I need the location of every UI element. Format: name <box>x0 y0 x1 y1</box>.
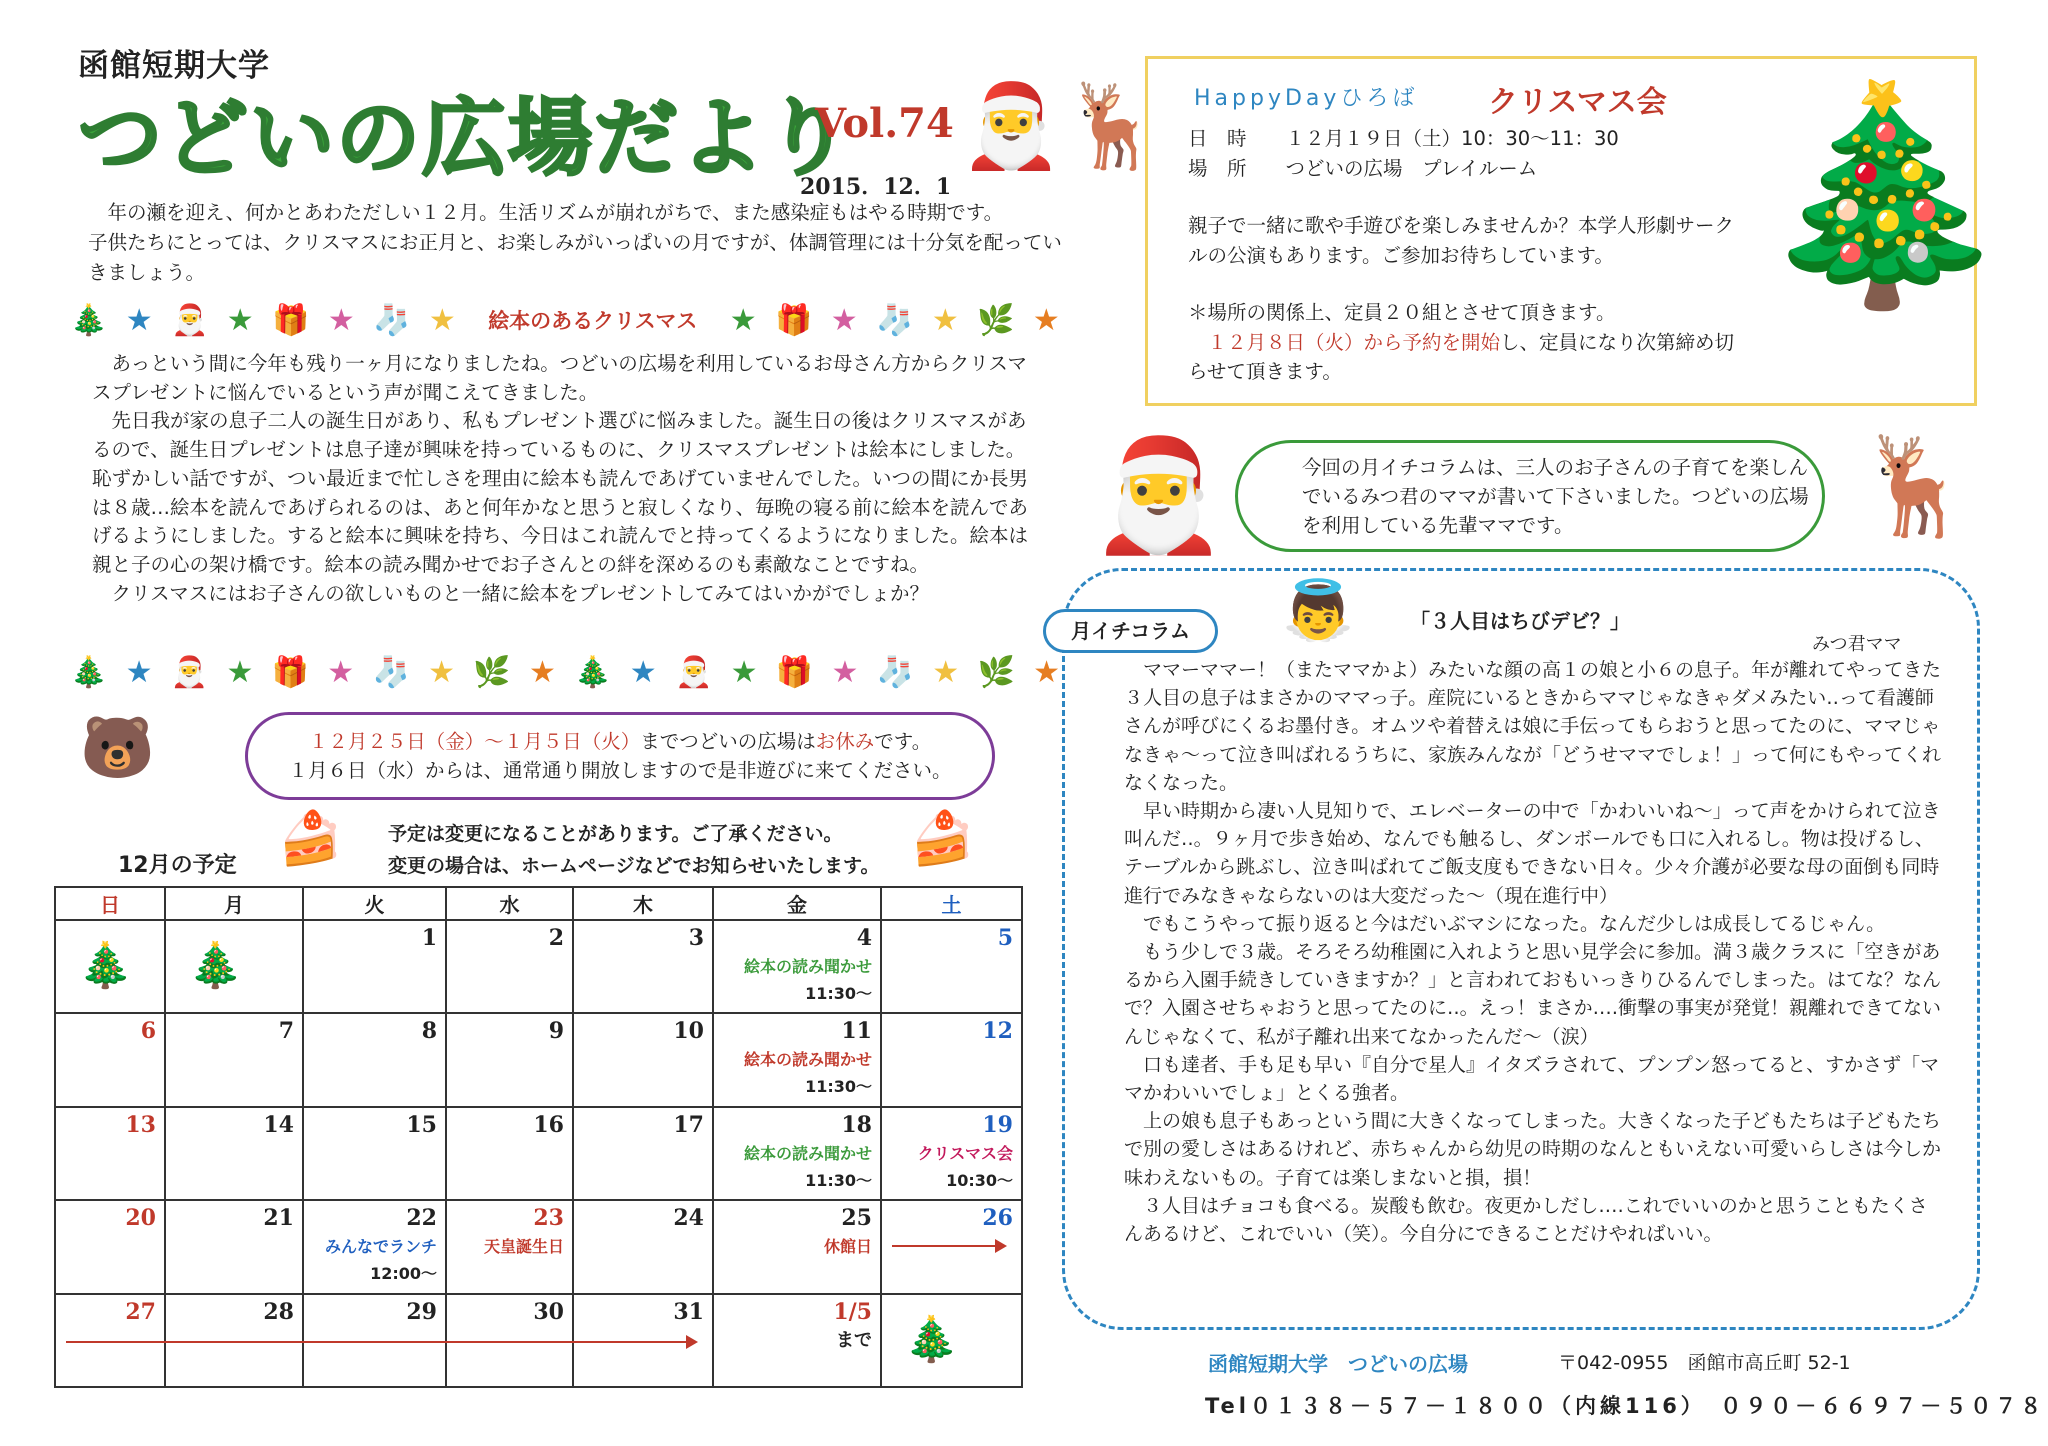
day-number: 22 <box>406 1205 437 1232</box>
footer-address: 〒042-0955 函館市高丘町 52-1 <box>1558 1352 1851 1374</box>
star-icon: ★ <box>729 302 757 338</box>
day-number: 16 <box>533 1111 564 1138</box>
calendar-day-cell <box>165 1107 303 1200</box>
calendar-day-cell <box>303 1200 446 1293</box>
holiday-closed: お休み <box>815 730 875 753</box>
column-title: 「３人目はちびデビ？」 <box>1410 609 1630 633</box>
christmas-tree-icon: 🎄 <box>904 1313 959 1365</box>
day-number: 8 <box>421 1018 437 1045</box>
intro-paragraph: 子供たちにとっては、クリスマスにお正月と、お楽しみがいっぱいの月ですが、体調管理には十分気を配っていきましょう。 <box>88 231 1062 284</box>
newsletter-title: つどいの広場だより <box>78 89 853 187</box>
stocking-icon: 🧦 <box>373 302 411 338</box>
calendar-day-cell <box>165 1013 303 1106</box>
event-time: 11:30～ <box>805 1077 872 1097</box>
calendar-day-cell <box>573 1107 713 1200</box>
weekday-header: 土 <box>881 887 1022 920</box>
day-number: 17 <box>673 1111 704 1138</box>
event-time: 11:30～ <box>805 984 872 1003</box>
christmas-tree-icon: 🎄 <box>1752 72 2014 317</box>
day-number: 9 <box>548 1018 564 1045</box>
calendar-day-cell <box>55 1294 165 1387</box>
column-intro-bubble: 今回の月イチコラムは、三人のお子さんの子育てを楽しんでいるみつ君のママが書いて下さいました。つどいの広場を利用している先輩ママです。 <box>1235 440 1825 552</box>
calendar-day-cell <box>573 1013 713 1106</box>
event-time: 10:30～ <box>946 1170 1013 1190</box>
santa-icon: 🎅 <box>171 302 209 338</box>
day-number: 5 <box>997 925 1013 951</box>
calendar-day-cell <box>881 920 1022 1013</box>
christmas-tree-icon: 🎄 <box>188 940 243 991</box>
holiday-line-2: １月６日（水）からは、通常通り開放しますので是非遊びに来てください。 <box>288 759 952 782</box>
star-icon: ★ <box>327 302 355 338</box>
volume-number: Vol.74 <box>815 100 954 147</box>
star-icon: ★ <box>428 302 456 338</box>
calendar-day-cell <box>446 920 573 1013</box>
star-icon: ★ <box>629 654 657 690</box>
calendar-day-cell <box>573 1294 713 1387</box>
essay-title: 絵本のあるクリスマス <box>488 309 698 333</box>
gift-icon: 🎁 <box>775 654 814 690</box>
day-number: 14 <box>263 1111 294 1138</box>
essay-paragraph: クリスマスにはお子さんの欲しいものと一緒に絵本をプレゼントしてみてはいかがでしょか？ <box>111 581 929 605</box>
christmas-tree-icon: 🎄 <box>78 940 133 991</box>
event-title: クリスマス会 <box>1488 85 1667 120</box>
event-label: 天皇誕生日 <box>483 1237 564 1257</box>
calendar-day-cell <box>446 1200 573 1293</box>
day-number: 12 <box>982 1018 1013 1045</box>
column-paragraph: でもこうやって振り返ると今はだいぶマシになった。なんだ少しは成長してるじゃん。 <box>1143 912 1886 935</box>
holly-icon: 🌿 <box>977 654 1015 690</box>
day-number: 1 <box>421 925 437 951</box>
calendar-day-cell <box>55 920 165 1013</box>
calendar-day-cell <box>713 1294 881 1387</box>
calendar-day-cell <box>303 1294 446 1387</box>
calendar-day-cell <box>713 1013 881 1106</box>
day-number: 29 <box>406 1298 437 1325</box>
star-icon: ★ <box>327 654 355 690</box>
day-number: 25 <box>841 1205 872 1232</box>
cake-icon: 🍰 <box>278 809 343 869</box>
event-time: 12:00～ <box>370 1264 437 1284</box>
event-date-label: 日 時 <box>1188 127 1247 150</box>
day-number: 11 <box>841 1018 872 1045</box>
day-number: 15 <box>406 1111 437 1138</box>
day-number: 3 <box>688 925 704 951</box>
day-event <box>744 1140 872 1194</box>
holiday-line-1 <box>248 727 992 756</box>
star-icon: ★ <box>226 654 254 690</box>
star-icon: ★ <box>226 302 254 338</box>
event-details <box>1188 124 1748 387</box>
decoration-row <box>70 648 1060 696</box>
day-number: 1/5 <box>833 1298 872 1325</box>
day-number: 7 <box>278 1018 294 1045</box>
day-number: 28 <box>263 1298 294 1325</box>
day-number: 19 <box>982 1111 1013 1138</box>
gift-icon: 🎁 <box>271 654 310 690</box>
event-reservation-rest: し、定員になり次第締め切らせて頂きます。 <box>1188 330 1735 383</box>
christmas-tree-icon: 🎄 <box>574 654 612 690</box>
christmas-tree-icon: 🎄 <box>70 302 108 338</box>
column-tag: 月イチコラム <box>1043 609 1218 653</box>
event-label: 絵本の読み聞かせ <box>743 1143 872 1163</box>
day-event <box>824 1233 872 1260</box>
calendar-day-cell <box>55 1013 165 1106</box>
weekday-header: 水 <box>446 887 573 920</box>
event-label: 休館日 <box>823 1237 872 1257</box>
essay-paragraph: あっという間に今年も残り一ヶ月になりましたね。つどいの広場を利用しているお母さん方からクリスマスプレゼントに悩んでいるという声が聞こえてきました。 <box>92 352 1028 404</box>
day-event <box>836 1327 872 1354</box>
cupid-icon: 👼 <box>1282 576 1355 644</box>
essay-paragraph: 先日我が家の息子二人の誕生日があり、私もプレゼント選びに悩みました。誕生日の後はクリスマスがあるので、誕生日プレゼントは息子達が興味を持っているものに、クリスマスプレゼントは絵本にしました。恥ずかしい話ですが、つい最近まで忙しさを理由に絵本も読んであげていませんでした。いつの間にか長男は８歳…絵本を読んであげられるのは、あと何年かなと思うと寂しくなり、毎晩の寝る前に絵本を読んであげるようにしました。すると絵本に興味を持ち、今日はこれ読んでと持ってくるようになりました。絵本は親と子の心の架け橋です。絵本の読み聞かせでお子さんとの絆を深めるのも素敵なことですね。 <box>92 409 1029 576</box>
day-number: 24 <box>673 1205 704 1232</box>
star-icon: ★ <box>125 654 153 690</box>
event-label: みんなでランチ <box>324 1237 437 1257</box>
weekday-header: 月 <box>165 887 303 920</box>
calendar-day-cell <box>881 1013 1022 1106</box>
stocking-icon: 🧦 <box>876 302 914 338</box>
event-label: クリスマス会 <box>917 1143 1013 1163</box>
event-label: 絵本の読み聞かせ <box>743 957 872 976</box>
cake-icon: 🍰 <box>910 809 975 869</box>
calendar-day-cell <box>55 1107 165 1200</box>
column-paragraph: ３人目はチョコも食べる。炭酸も飲む。夜更かしだし‥‥これでいいのかと思うこともたくさんあるけど、これでいい（笑）。今自分にできることだけやればいい。 <box>1124 1194 1928 1246</box>
calendar-day-cell <box>446 1013 573 1106</box>
gift-icon: 🎁 <box>775 302 813 338</box>
event-reservation <box>1188 328 1748 387</box>
calendar-day-cell <box>446 1294 573 1387</box>
schedule-notice-line: 予定は変更になることがあります。ご了承ください。 <box>388 823 843 845</box>
star-icon: ★ <box>428 654 456 690</box>
day-event <box>484 1233 564 1260</box>
schedule-notice-line: 変更の場合は、ホームページなどでお知らせいたします。 <box>388 855 880 877</box>
closure-period-arrow <box>892 1245 1005 1247</box>
calendar-day-cell <box>881 1107 1022 1200</box>
christmas-tree-icon: 🎄 <box>70 654 108 690</box>
intro-paragraph: 年の瀬を迎え、何かとあわただしい１２月。生活リズムが崩れがちで、また感染症もはやる時期です。 <box>107 201 1004 224</box>
issue-date: 2015．12．1 <box>800 174 952 200</box>
star-icon: ★ <box>125 302 153 338</box>
holiday-mid: までつどいの広場は <box>640 730 816 753</box>
weekday-header: 金 <box>713 887 881 920</box>
essay-body <box>92 350 1037 608</box>
reindeer-santa-icon: 🦌 <box>1856 430 1976 542</box>
calendar-day-cell <box>165 1200 303 1293</box>
calendar-table <box>54 886 1023 1388</box>
star-icon: ★ <box>528 654 556 690</box>
santa-sleigh-icon: 🎅🦌 <box>960 79 1165 174</box>
decoration-row <box>70 296 1060 344</box>
event-label: まで <box>836 1329 872 1351</box>
event-place-row <box>1188 154 1748 184</box>
calendar-day-cell <box>713 1107 881 1200</box>
column-paragraph: もう少しで３歳。そろそろ幼稚園に入れようと思い見学会に参加。満３歳クラスに「空きがあるから入園手続きしていきますか？」と言われておもいっきりひるんでしまった。はてな？なんで？入園させちゃおうと思ってたのに‥。えっ！まさか‥‥衝撃の事実が発覚！親離れできてないんじゃなくて、私が子離れ出来てなかったんだ～（涙） <box>1124 941 1942 1048</box>
calendar-week-row <box>55 1200 1022 1293</box>
column-paragraph: 上の娘も息子もあっという間に大きくなってしまった。大きくなった子どもたちは子どもたちで別の愛しさはあるけれど、赤ちゃんから幼児の時期のなんともいえない可愛いらしさは今しか味わえないもの。子育ては楽しまないと損，損！ <box>1124 1110 1942 1189</box>
calendar-day-cell <box>573 920 713 1013</box>
day-number: 20 <box>125 1205 156 1232</box>
stocking-icon: 🧦 <box>372 654 410 690</box>
column-body <box>1124 656 1944 1248</box>
footer-organization: 函館短期大学 つどいの広場 <box>1208 1352 1468 1376</box>
event-description: 親子で一緒に歌や手遊びを楽しみませんか？本学人形劇サークルの公演もあります。ご参加お待ちしています。 <box>1188 214 1735 267</box>
intro-text <box>88 198 1073 288</box>
day-number: 30 <box>533 1298 564 1325</box>
postman-bear-icon: 🐻 <box>80 713 155 783</box>
santa-icon: 🎅 <box>674 654 713 690</box>
event-reservation-start: １２月８日（火）から予約を開始 <box>1207 330 1501 354</box>
column-author: みつ君ママ <box>1812 634 1902 655</box>
day-number: 18 <box>841 1111 872 1138</box>
event-date-value: １２月１９日（土）10：30～11：30 <box>1285 127 1619 150</box>
event-place-value: つどいの広場 プレイルーム <box>1285 156 1538 180</box>
day-event <box>918 1140 1013 1194</box>
event-label: 絵本の読み聞かせ <box>743 1050 872 1070</box>
day-number: 26 <box>982 1205 1013 1232</box>
stocking-icon: 🧦 <box>876 654 914 690</box>
event-capacity-note: ＊場所の関係上、定員２０組とさせて頂きます。 <box>1188 301 1616 324</box>
star-icon: ★ <box>932 654 960 690</box>
schedule-title: 12月の予定 <box>118 853 237 878</box>
event-place-label: 場 所 <box>1188 156 1247 180</box>
calendar-day-cell <box>713 920 881 1013</box>
day-event <box>744 1046 872 1100</box>
event-date-row <box>1188 124 1748 154</box>
day-number: 27 <box>125 1298 156 1325</box>
star-icon: ★ <box>1032 302 1060 338</box>
day-number: 13 <box>125 1111 156 1138</box>
footer-telephone: Tel０１３８－５７－１８００（内線116） ０９０－６６９７－５０７８ <box>1205 1394 2046 1418</box>
calendar-day-cell <box>55 1200 165 1293</box>
day-number: 10 <box>673 1018 704 1045</box>
calendar-day-cell <box>881 1294 1022 1387</box>
calendar-day-cell <box>303 1013 446 1106</box>
star-icon: ★ <box>730 654 758 690</box>
day-number: 2 <box>548 925 564 951</box>
calendar-day-cell <box>713 1200 881 1293</box>
calendar-day-cell <box>165 1294 303 1387</box>
schedule-notice <box>388 818 880 882</box>
day-number: 4 <box>856 925 872 951</box>
calendar-day-cell <box>881 1200 1022 1293</box>
holiday-dates: １２月２５日（金）～１月５日（火） <box>308 730 641 753</box>
calendar-week-row <box>55 1294 1022 1387</box>
school-name: 函館短期大学 <box>78 48 270 84</box>
calendar-day-cell <box>165 920 303 1013</box>
weekday-header: 木 <box>573 887 713 920</box>
gift-icon: 🎁 <box>272 302 310 338</box>
holly-icon: 🌿 <box>977 302 1015 338</box>
column-paragraph: 口も達者、手も足も早い『自分で星人』イタズラされて、プンプン怒ってると、すかさず「ママかわいいでしょ」とくる強者。 <box>1124 1053 1940 1105</box>
column-paragraph: ママーママー！（またママかよ）みたいな顔の高１の娘と小６の息子。年が離れてやってきた３人目の息子はまさかのママっ子。産院にいるときからママじゃなきゃダメみたい‥って看護師さんが呼びにくるお墨付き。オムツや着替えは娘に手伝ってもらおうと思ってたのに、ママじゃなきゃ～って泣き叫ばれるうちに、家族みんなが「どうせママでしょ！」って何にもやってくれなくなった。 <box>1124 659 1942 794</box>
weekday-header: 火 <box>303 887 446 920</box>
star-icon: ★ <box>1033 654 1060 690</box>
weekday-header: 日 <box>55 887 165 920</box>
holly-icon: 🌿 <box>473 654 511 690</box>
event-series-label: HappyDayひろば <box>1194 86 1419 111</box>
star-icon: ★ <box>931 302 959 338</box>
calendar-week-row <box>55 920 1022 1013</box>
calendar-header-row <box>55 887 1022 920</box>
calendar-day-cell <box>303 920 446 1013</box>
calendar-day-cell <box>573 1200 713 1293</box>
day-number: 23 <box>533 1205 564 1232</box>
day-number: 31 <box>673 1298 704 1325</box>
day-number: 6 <box>140 1018 156 1045</box>
calendar-week-row <box>55 1107 1022 1200</box>
day-event <box>744 953 872 1007</box>
star-icon: ★ <box>830 302 858 338</box>
calendar-day-cell <box>303 1107 446 1200</box>
column-paragraph: 早い時期から凄い人見知りで、エレベーターの中で「かわいいね～」って声をかけられて泣き叫んだ‥。９ヶ月で歩き始め、なんでも触るし、ダンボールでも口に入れるし。物は投げるし、テーブルから跳ぶし、泣き叫ばれてご飯支度もできない日々。少々介護が必要な母の面倒も同時進行でみなきゃならないのは大変だった～（現在進行中） <box>1124 800 1941 907</box>
holiday-end: です。 <box>874 730 932 753</box>
holiday-notice-bubble <box>245 712 995 800</box>
calendar-week-row <box>55 1013 1022 1106</box>
wreath-santa-icon: 🎅 <box>1090 431 1227 559</box>
star-icon: ★ <box>831 654 859 690</box>
day-number: 21 <box>263 1205 294 1232</box>
calendar-day-cell <box>446 1107 573 1200</box>
day-event <box>325 1233 437 1287</box>
santa-icon: 🎅 <box>170 654 209 690</box>
event-time: 11:30～ <box>805 1170 872 1190</box>
